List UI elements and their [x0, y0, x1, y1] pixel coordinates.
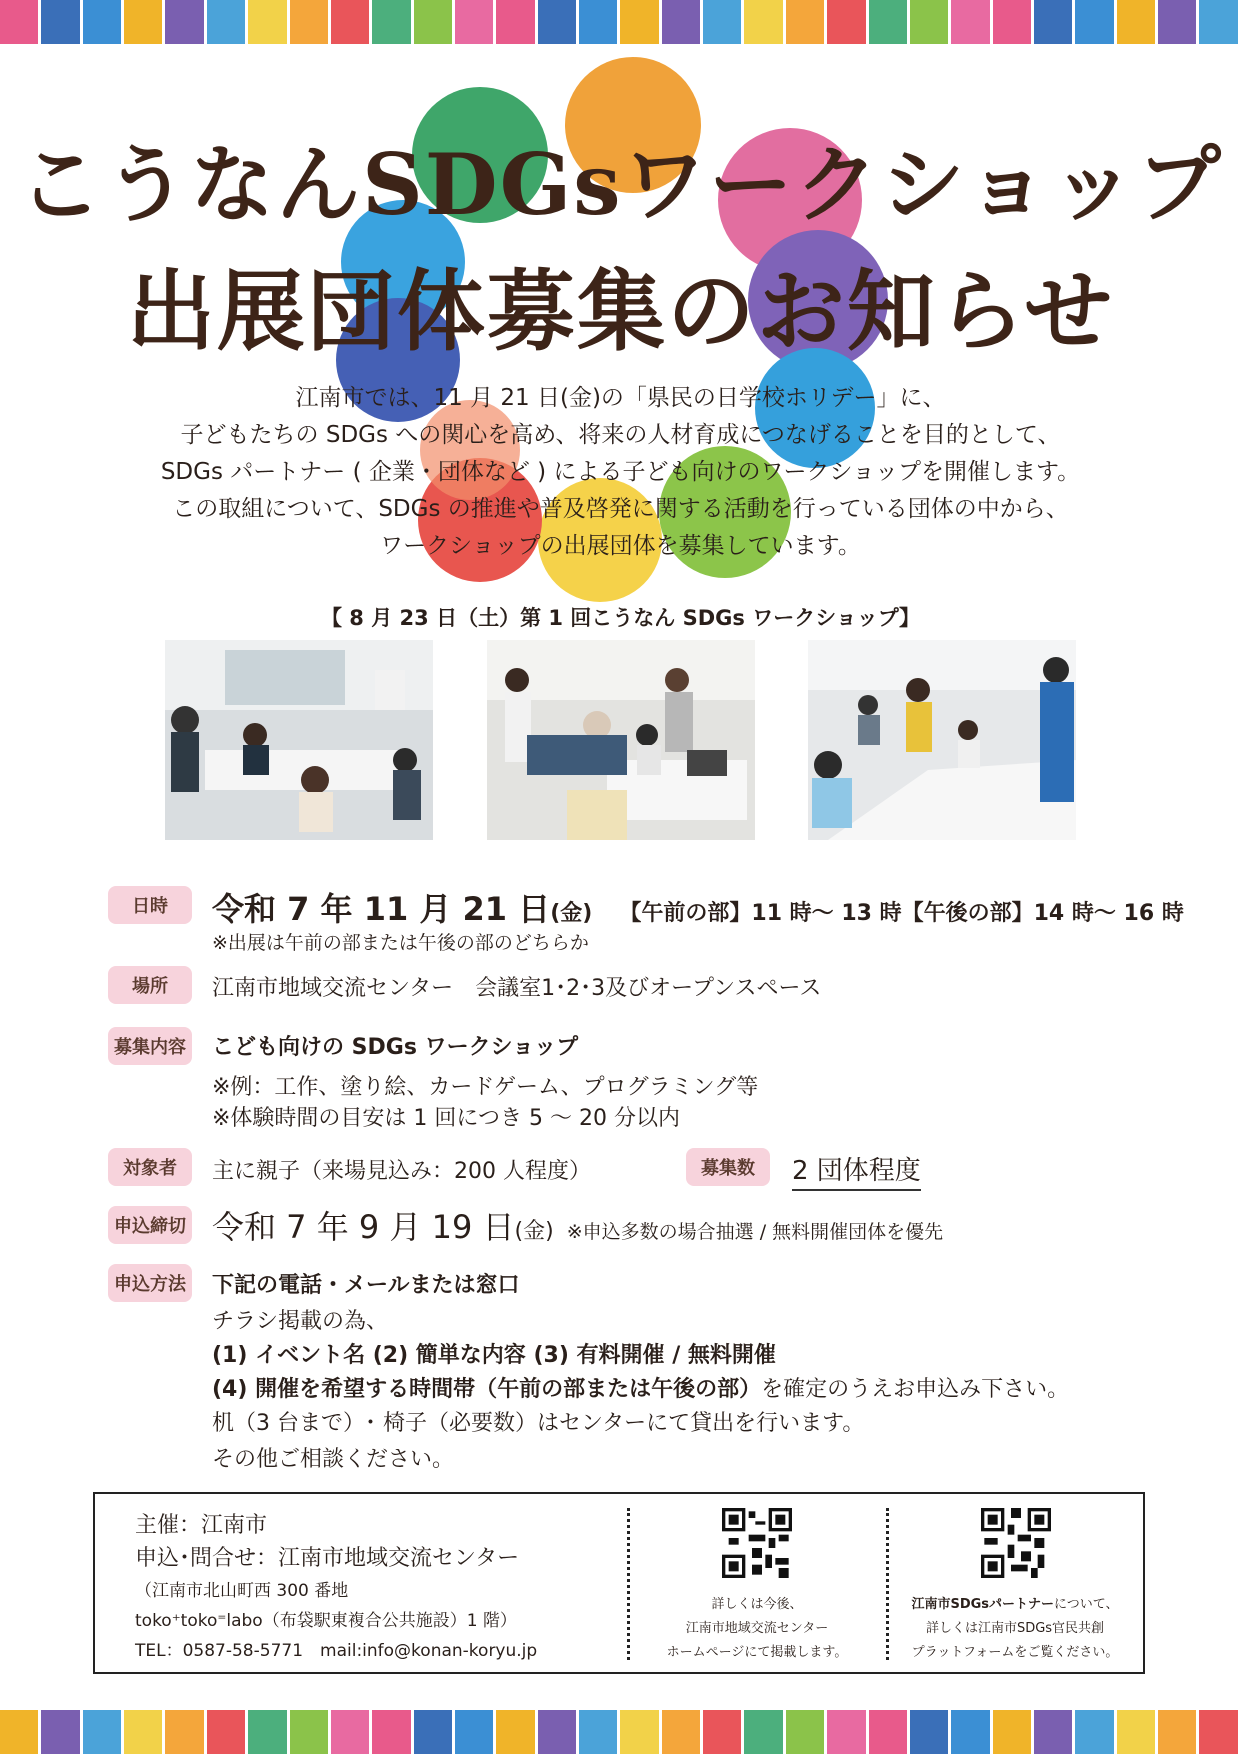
band-stripe: [951, 1710, 989, 1754]
method-line-5: 机（3 台まで）･ 椅子（必要数）はセンターにて貸出を行います。: [212, 1411, 865, 1436]
band-stripe: [1075, 1710, 1113, 1754]
band-stripe: [993, 1710, 1031, 1754]
qr2-caption-rest: について、: [1054, 1597, 1119, 1612]
content-value: こども向けの SDGs ワークショップ: [212, 1035, 579, 1060]
band-stripe: [786, 1710, 824, 1754]
band-stripe: [620, 1710, 658, 1754]
method-line-2: チラシ掲載の為、: [212, 1309, 389, 1334]
band-stripe: [579, 1710, 617, 1754]
band-stripe: [248, 1710, 286, 1754]
footer-organizer: 主催：江南市: [135, 1513, 268, 1538]
bottom-color-band: [0, 1710, 1241, 1754]
qr1-caption: [642, 1593, 872, 1665]
qr-code-icon[interactable]: [722, 1508, 792, 1578]
title-line-1: こうなんSDGsワークショップ: [18, 135, 1223, 234]
qr2-caption: [900, 1593, 1130, 1665]
band-stripe: [1199, 1710, 1237, 1754]
band-stripe: [1034, 1710, 1072, 1754]
event-date: 令和 7 年 11 月 21 日: [212, 890, 551, 928]
intro-line: SDGs パートナー ( 企業・団体など ) による子ども向けのワークショップを開催します。: [160, 459, 1081, 485]
qr2-caption-bold: 江南市SDGsパートナー: [911, 1597, 1055, 1612]
band-stripe: [331, 1710, 369, 1754]
label-target: 対象者: [108, 1148, 192, 1186]
band-stripe: [869, 1710, 907, 1754]
qr-code-icon[interactable]: [981, 1508, 1051, 1578]
band-stripe: [827, 1710, 865, 1754]
deadline-weekday: (金): [514, 1219, 554, 1244]
target-value: 主に親子（来場見込み：200 人程度）: [212, 1159, 591, 1184]
intro-line: 子どもたちの SDGs への関心を高め、将来の人材育成につなげることを目的として、: [180, 422, 1061, 448]
label-datetime: 日時: [108, 886, 192, 924]
deadline-note: ※申込多数の場合抽選 / 無料開催団体を優先: [566, 1221, 944, 1243]
datetime-row: [212, 884, 1184, 930]
intro-line: ワークショップの出展団体を募集しています。: [380, 533, 861, 559]
band-stripe: [496, 1710, 534, 1754]
deadline-row: [212, 1202, 943, 1248]
band-stripe: [1117, 1710, 1155, 1754]
count-value: 2 団体程度: [792, 1150, 921, 1191]
band-stripe: [703, 1710, 741, 1754]
band-stripe: [83, 1710, 121, 1754]
qr1-caption-line: 詳しくは今後、: [711, 1597, 803, 1612]
method-line-4-rest: を確定のうえお申込み下さい。: [761, 1377, 1070, 1402]
workshop-photo-2: [487, 640, 755, 840]
method-line-4-bold: (4) 開催を希望する時間帯（午前の部または午後の部）: [212, 1377, 762, 1402]
intro-text: [0, 380, 1241, 565]
band-stripe: [165, 1710, 203, 1754]
content-note-2: ※体験時間の目安は 1 回につき 5 ～ 20 分以内: [212, 1106, 680, 1131]
method-line-1: 下記の電話・メールまたは窓口: [212, 1273, 520, 1298]
deadline-date: 令和 7 年 9 月 19 日: [212, 1208, 515, 1246]
band-stripe: [1158, 1710, 1196, 1754]
band-stripe: [372, 1710, 410, 1754]
method-line-3: (1) イベント名 (2) 簡単な内容 (3) 有料開催 / 無料開催: [212, 1343, 776, 1368]
band-stripe: [662, 1710, 700, 1754]
intro-line: この取組について、SDGs の推進や普及啓発に関する活動を行っている団体の中から、: [172, 496, 1069, 522]
footer-address: （江南市北山町西 300 番地: [135, 1581, 349, 1601]
label-method: 申込方法: [108, 1264, 192, 1302]
method-line-6: その他ご相談ください。: [212, 1447, 455, 1472]
label-content: 募集内容: [108, 1027, 192, 1065]
intro-line: 江南市では、11 月 21 日(金)の「県民の日学校ホリデー」に、: [295, 385, 946, 411]
place-value: 江南市地域交流センター 会議室1･2･3及びオープンスペース: [212, 976, 822, 1001]
event-sessions: 【午前の部】11 時～ 13 時【午後の部】14 時～ 16 時: [619, 901, 1184, 926]
band-stripe: [414, 1710, 452, 1754]
content-note-1: ※例：工作、塗り絵、カードゲーム、プログラミング等: [212, 1075, 759, 1100]
band-stripe: [744, 1710, 782, 1754]
method-line-4: [212, 1372, 1069, 1403]
band-stripe: [207, 1710, 245, 1754]
band-stripe: [41, 1710, 79, 1754]
workshop-photo-3: [808, 640, 1076, 840]
photo-caption: 【 8 月 23 日（土）第 1 回こうなん SDGs ワークショップ】: [320, 606, 921, 630]
label-place: 場所: [108, 966, 192, 1004]
dotted-divider: [627, 1508, 630, 1660]
footer-contact: 申込･問合せ：江南市地域交流センター: [135, 1546, 520, 1571]
label-count: 募集数: [686, 1148, 770, 1186]
label-deadline: 申込締切: [108, 1206, 192, 1244]
qr1-caption-line: 江南市地域交流センター: [685, 1621, 829, 1636]
band-stripe: [290, 1710, 328, 1754]
qr1-caption-line: ホームページにて掲載します。: [666, 1645, 848, 1660]
qr2-caption-line: 詳しくは江南市SDGs官民共創: [925, 1621, 1105, 1636]
band-stripe: [910, 1710, 948, 1754]
datetime-note: ※出展は午前の部または午後の部のどちらか: [212, 932, 589, 954]
workshop-photo-1: [165, 640, 433, 840]
qr2-caption-line: プラットフォームをご覧ください。: [911, 1645, 1119, 1660]
band-stripe: [0, 1710, 38, 1754]
dotted-divider: [886, 1508, 889, 1660]
band-stripe: [455, 1710, 493, 1754]
event-weekday: (金): [550, 901, 593, 926]
footer-building: toko⁺toko⁼labo（布袋駅東複合公共施設）1 階）: [135, 1611, 517, 1631]
footer-tel-mail: TEL：0587-58-5771 mail:info@konan-koryu.jp: [135, 1641, 538, 1661]
band-stripe: [538, 1710, 576, 1754]
band-stripe: [124, 1710, 162, 1754]
title-line-2: 出展団体募集のお知らせ: [126, 259, 1115, 363]
